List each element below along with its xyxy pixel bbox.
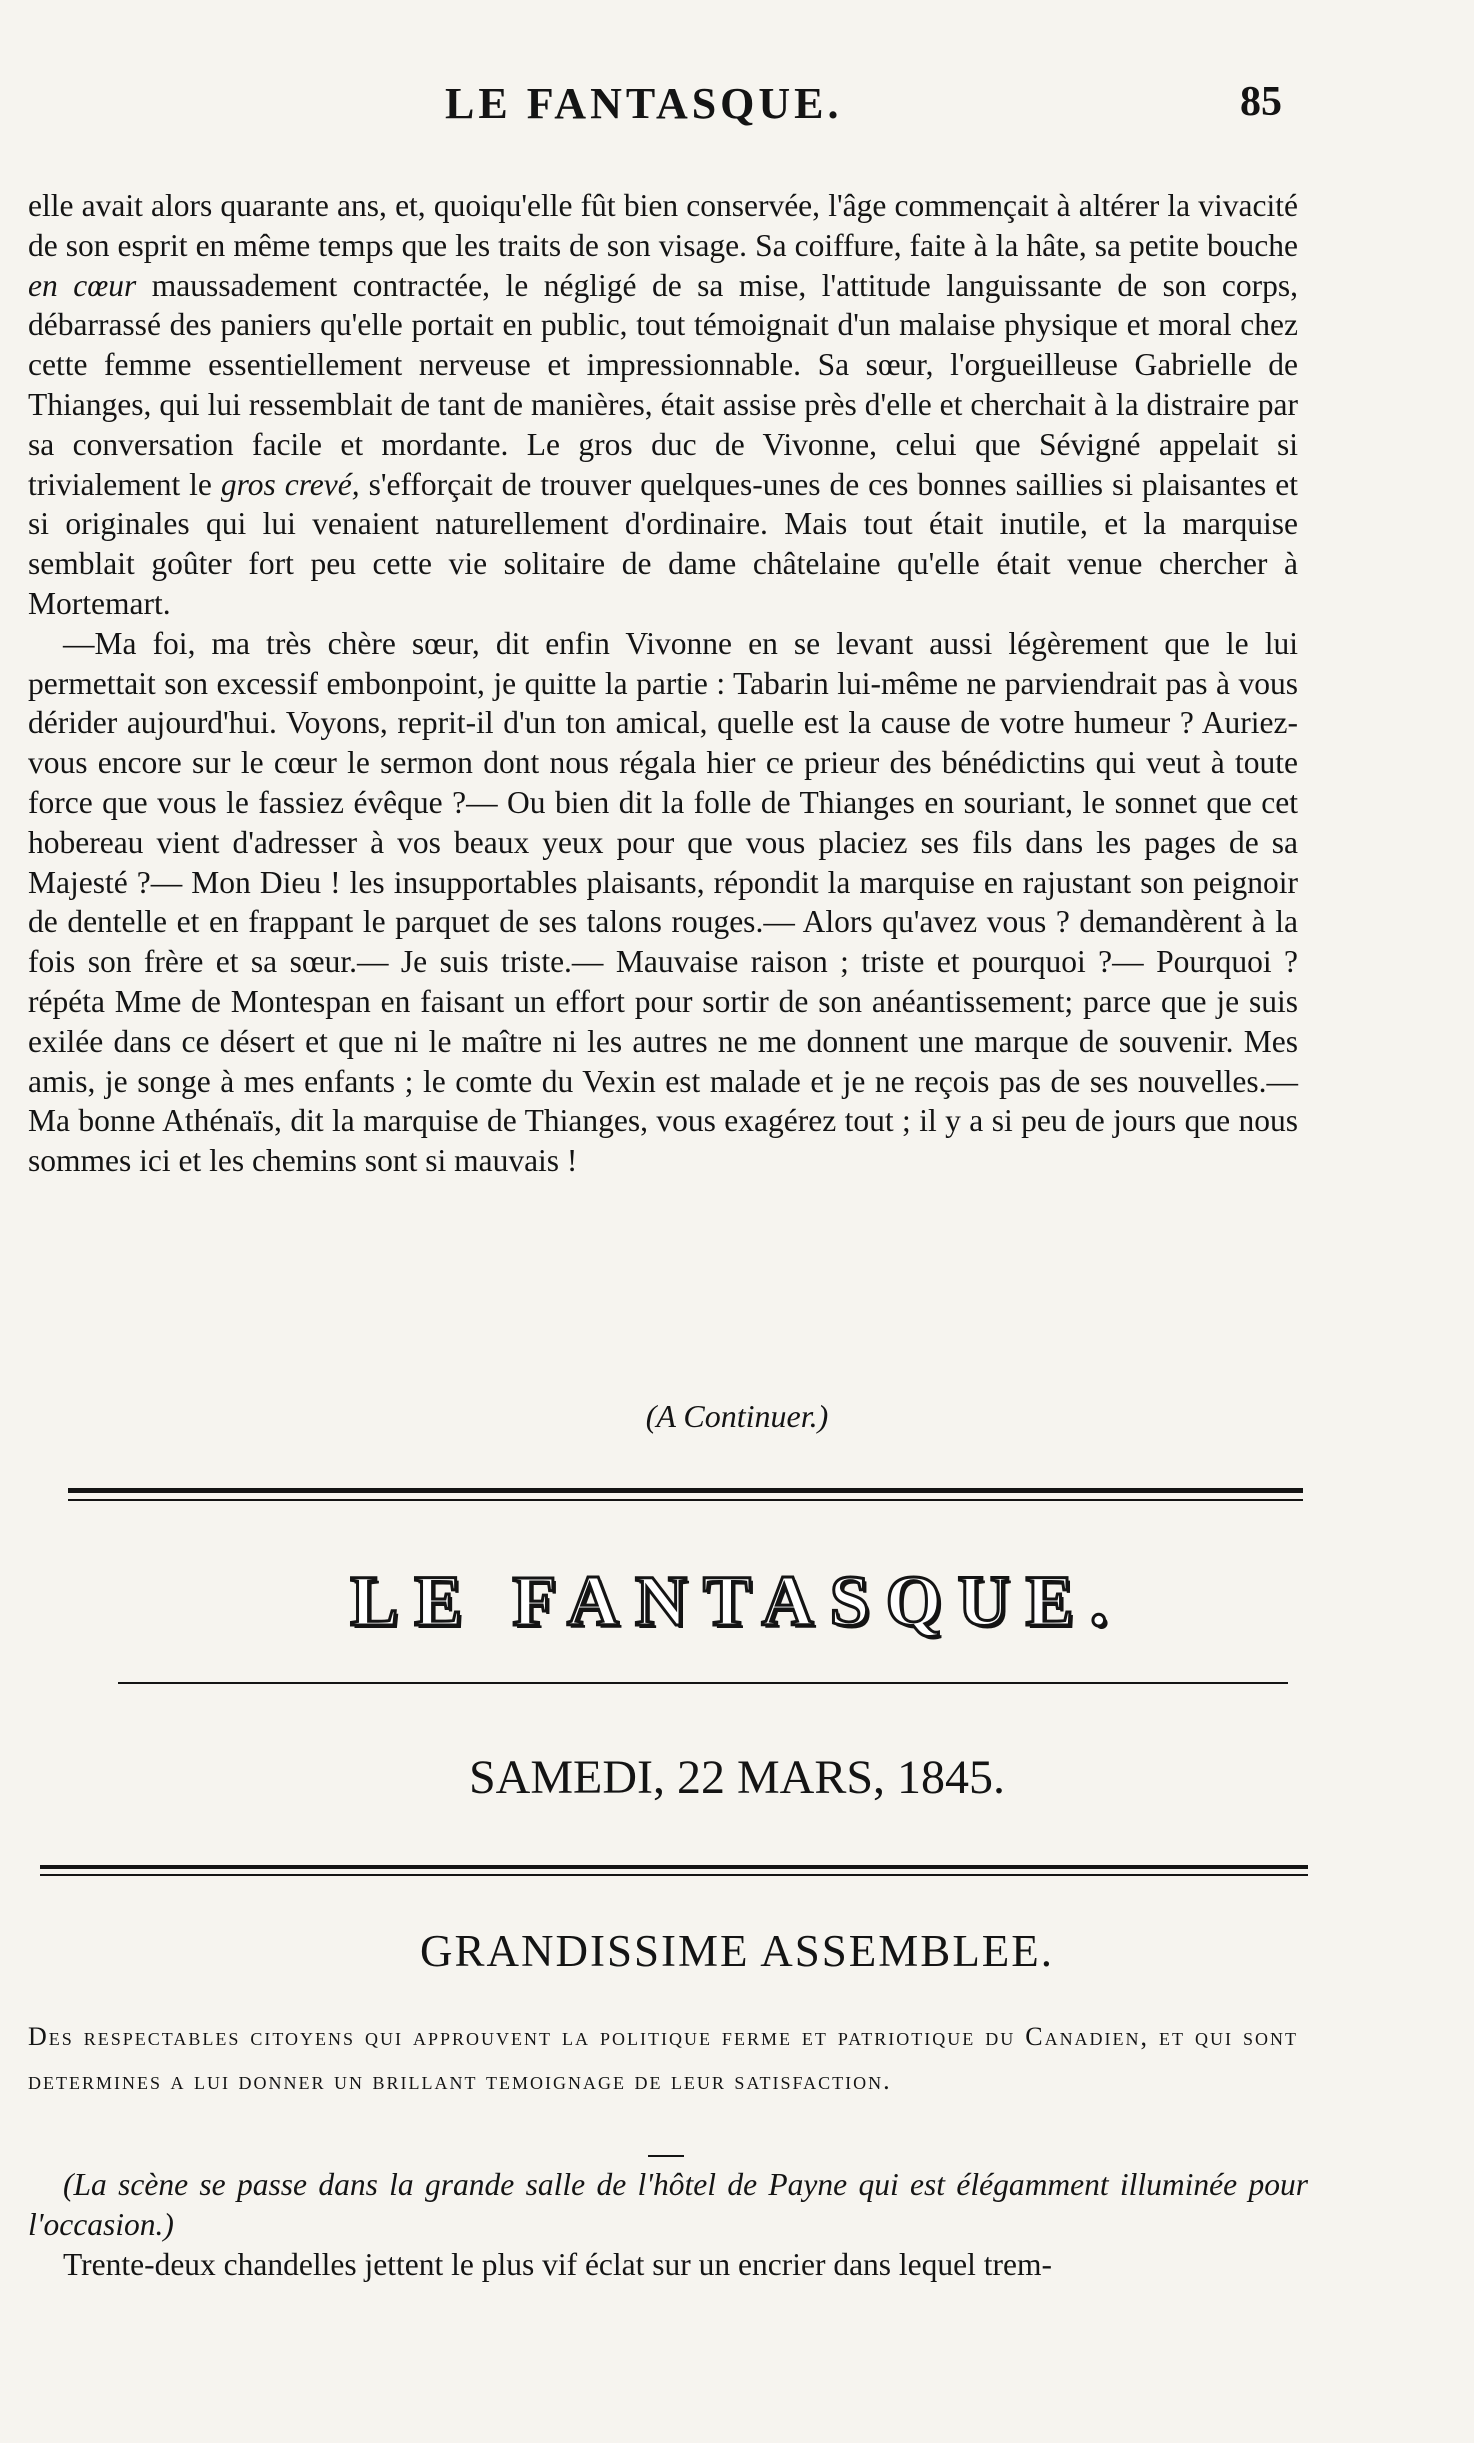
page-number: 85	[1240, 79, 1282, 125]
masthead-rule	[118, 1682, 1288, 1684]
stage-direction: (La scène se passe dans la grande salle de l'hôtel de Payne qui est élégamment illuminée pour l'occasion.)	[28, 2167, 1308, 2242]
paragraph-1-italic-2: gros crevé,	[220, 466, 360, 502]
paragraph-1-part-3: s'efforçait de trouver quelques-unes de ces bonnes saillies si plaisantes et si originales qui lui venaient naturellement d'ordinaire. Mais tout était inutile, et la marquise semblait goûter fort peu cette vie solitaire de dame châtelaine qu'elle était venue chercher à Mortemart.	[28, 466, 1298, 621]
section-rule-thin	[68, 1499, 1303, 1501]
paragraph-1	[28, 186, 1298, 624]
paragraph-1-part-2: maussadement contractée, le négligé de sa mise, l'attitude languissante de son corps, débarrassé des paniers qu'elle portait en public, tout témoignait d'un malaise physique et moral chez cette femme essentiellement nerveuse et impressionnable. Sa sœur, l'orgueilleuse Gabrielle de Thianges, qui lui ressemblait de tant de manières, était assise près d'elle et cherchait à la distraire par sa conversation facile et mordante. Le gros duc de Vivonne, celui que Sévigné appelait si trivialement le	[28, 267, 1299, 502]
dateline: SAMEDI, 22 MARS, 1845.	[468, 1751, 1006, 1804]
continue-note: (A Continuer.)	[645, 1398, 829, 1434]
article-headline: GRANDISSIME ASSEMBLEE.	[419, 1926, 1055, 1976]
serial-text	[28, 186, 1298, 1181]
paragraph-2: —Ma foi, ma très chère sœur, dit enfin Vivonne en se levant aussi légèrement que le lui permettait son excessif embonpoint, je quitte la partie : Tabarin lui-même ne parviendrait pas à vous dérider aujourd'hui. Voyons, reprit-il d'un ton amical, quelle est la cause de votre humeur ? Auriez-vous encore sur le cœur le sermon dont nous régala hier ce prieur des bénédictins qui veut à toute force que vous le fassiez évêque ?— Ou bien dit la folle de Thianges en souriant, le sonnet que cet hobereau vient d'adresser à vos beaux yeux pour que vous placiez ses fils dans les pages de sa Majesté ?— Mon Dieu ! les insupportables plaisants, répondit la marquise en rajustant son peignoir de dentelle et en frappant le parquet de ses talons rouges.— Alors qu'avez vous ? demandèrent à la fois son frère et sa sœur.— Je suis triste.— Mauvaise raison ; triste et pourquoi ?— Pourquoi ? répéta Mme de Montespan en faisant un effort pour sortir de son anéantissement; parce que je suis exilée dans ce désert et que ni le maître ni les autres ne me donnent une marque de souvenir. Mes amis, je songe à mes enfants ; le comte du Vexin est malade et je ne reçois pas de ses nouvelles.— Ma bonne Athénaïs, dit la marquise de Thianges, vous exagérez tout ; il y a si peu de jours que nous sommes ici et les chemins sont si mauvais !	[28, 625, 1298, 1179]
article-first-line: Trente-deux chandelles jettent le plus vif éclat sur un encrier dans lequel trem-	[63, 2247, 1052, 2282]
running-title: LE FANTASQUE.	[445, 79, 843, 128]
section-rule-thick	[68, 1488, 1303, 1493]
short-rule	[648, 2155, 684, 2157]
dateline-rule-thick	[40, 1865, 1308, 1869]
masthead-title: LE FANTASQUE.	[350, 1561, 1124, 1641]
paragraph-1-part-1: elle avait alors quarante ans, et, quoiqu'elle fût bien conservée, l'âge commençait à altérer la vivacité de son esprit en même temps que les traits de son visage. Sa coiffure, faite à la hâte, sa petite bouche	[28, 188, 1298, 263]
dateline-rule-thin	[40, 1874, 1308, 1876]
article-subhead: Des respectables citoyens qui approuvent la politique ferme et patriotique du Canadien, et qui sont determines a lui donner un brillant temoignage de leur satisfaction.	[28, 2022, 1298, 2095]
paragraph-1-italic-1: en cœur	[28, 267, 137, 303]
